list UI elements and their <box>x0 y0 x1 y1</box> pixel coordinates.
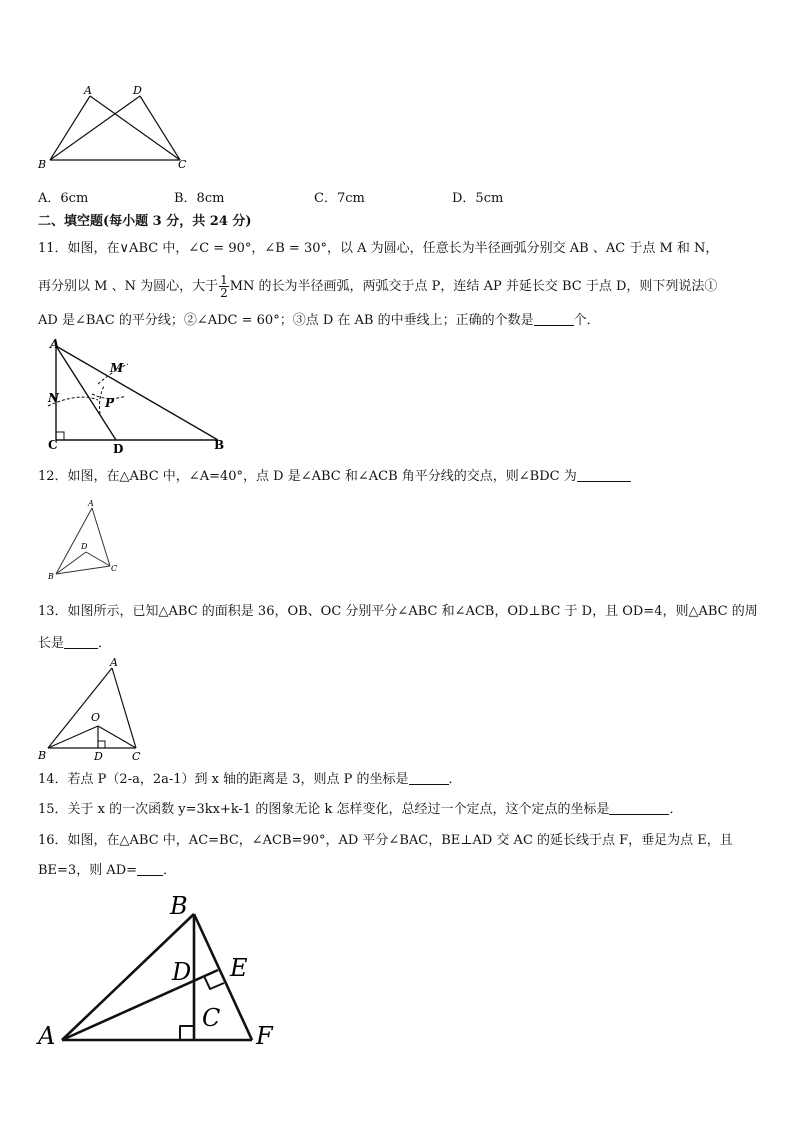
label-b: B <box>214 438 225 452</box>
segment-dc <box>140 96 180 160</box>
figure-q12 <box>44 498 134 586</box>
label-b: B <box>170 892 188 920</box>
q12-line: 12．如图，在△ABC 中，∠A=40°，点 D 是∠ABC 和∠ACB 角平分线的交点，则∠BDC 为 <box>38 468 631 486</box>
label-c: C <box>111 564 118 573</box>
label-o: O <box>91 711 101 724</box>
segment-ba <box>50 96 90 160</box>
label-c: C <box>202 1004 221 1032</box>
q16-line2: BE=3，则 AD= ． <box>38 863 177 878</box>
figure-q10 <box>32 82 202 172</box>
q11-line1: 11．如图，在∨ABC 中，∠C = 90°，∠B = 30°，以 A 为圆心，任意长为半径画弧分别交 AB 、AC 于点 M 和 N， <box>38 241 719 256</box>
segment-ad <box>56 346 116 440</box>
choice-d[interactable]: D．5cm <box>452 191 504 206</box>
choice-c[interactable]: C．7cm <box>314 191 365 206</box>
q11-line2 <box>38 274 717 299</box>
label-e: E <box>230 954 248 982</box>
label-d: D <box>133 84 142 97</box>
segment-ob <box>48 726 98 748</box>
section-title: 二、填空题(每小题 3 分，共 24 分) <box>38 214 252 229</box>
label-n: N <box>48 391 59 405</box>
label-c: C <box>48 438 58 452</box>
segment-ab <box>48 668 112 748</box>
q14-line: 14．若点 P（2-a，2a-1）到 x 轴的距离是 3，则点 P 的坐标是 ． <box>38 772 462 787</box>
right-angle-mark <box>98 741 105 748</box>
label-d: D <box>172 958 192 986</box>
segment-ab <box>56 346 218 440</box>
label-b: B <box>38 158 47 171</box>
segment-ac <box>90 96 180 160</box>
choice-b[interactable]: B．8cm <box>174 191 225 206</box>
segment-bc <box>56 566 110 574</box>
label-c: C <box>178 158 187 171</box>
q13-line2: 长是 ． <box>38 636 112 651</box>
label-d: D <box>81 542 88 551</box>
figure-q13 <box>34 656 146 764</box>
right-angle-mark-c <box>180 1026 194 1040</box>
label-b: B <box>48 572 54 581</box>
q11-line2-b: MN 的长为半径画弧，两弧交于点 P，连结 AP 并延长交 BC 于点 D，则下列说法① <box>229 279 718 294</box>
segment-ab <box>56 508 92 574</box>
label-p: P <box>105 396 115 410</box>
label-a: A <box>110 656 118 669</box>
label-b: B <box>38 749 47 762</box>
figure-q16 <box>36 888 286 1056</box>
label-a: A <box>50 337 60 351</box>
fraction-half: $\frac{1}{2}$ <box>220 273 228 300</box>
answer-blank-q11[interactable] <box>534 312 574 326</box>
label-a: A <box>88 499 94 508</box>
arc-p2 <box>100 386 105 414</box>
answer-blank-q16[interactable] <box>137 862 163 876</box>
answer-blank-q13[interactable] <box>64 635 98 649</box>
answer-blank-q15[interactable] <box>609 801 669 815</box>
label-d: D <box>113 442 124 456</box>
label-c: C <box>132 750 141 763</box>
answer-blank-q12[interactable] <box>577 468 631 482</box>
label-m: M <box>110 361 124 375</box>
q15-line: 15．关于 x 的一次函数 y=3kx+k-1 的图象无论 k 怎样变化，总经过一个定点，这个定点的坐标是 ． <box>38 802 683 817</box>
q16-line1: 16．如图，在△ABC 中，AC=BC，∠ACB=90°，AD 平分∠BAC，BE⊥AD 交 AC 的延长线于点 F，垂足为点 E，且 <box>38 833 733 848</box>
figure-q11 <box>38 336 238 456</box>
label-d: D <box>94 750 103 763</box>
choice-a[interactable]: A．6cm <box>38 191 89 206</box>
label-a: A <box>84 84 92 97</box>
q10-choices <box>38 187 598 205</box>
q13-line1: 13．如图所示，已知△ABC 的面积是 36，OB、OC 分别平分∠ABC 和∠ACB，OD⊥BC 于 D，且 OD=4，则△ABC 的周 <box>38 604 758 619</box>
answer-blank-q14[interactable] <box>409 771 449 785</box>
label-f: F <box>256 1022 273 1050</box>
segment-bd <box>50 96 140 160</box>
right-angle-mark-e <box>204 976 224 989</box>
q11-line2-a: 再分别以 M 、N 为圆心，大于 <box>38 279 219 294</box>
q11-line3: AD 是∠BAC 的平分线；②∠ADC = 60°；③点 D 在 AB 的中垂线上；正确的个数是 个． <box>38 313 600 328</box>
label-a: A <box>38 1022 56 1050</box>
